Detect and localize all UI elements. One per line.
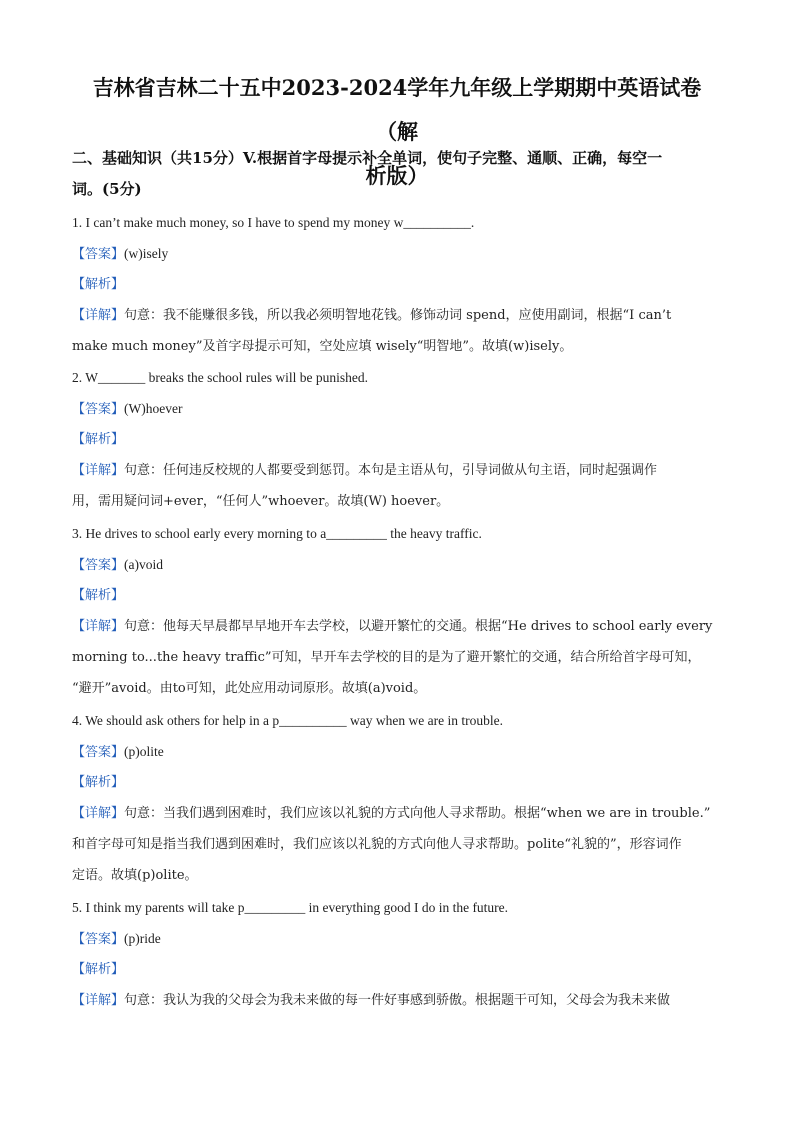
analysis-label: 【解析】 bbox=[72, 432, 125, 447]
question-block-3 bbox=[72, 518, 722, 704]
detail-label: 【详解】 bbox=[72, 993, 125, 1008]
question-block-5 bbox=[72, 892, 722, 1016]
question-text: 3. He drives to school early every morning to a_________ the heavy traffic. bbox=[72, 526, 482, 541]
question-text: 1. I can’t make much money, so I have to spend my money w__________. bbox=[72, 215, 475, 230]
detail-line: 和首字母可知是指当我们遇到困难时，我们应该以礼貌的方式向他人寻求帮助。polite“礼貌的”，形容词作 bbox=[72, 837, 682, 852]
detail-line: 【详解】句意：任何违反校规的人都要受到惩罚。本句是主语从句，引导词做从句主语，同时起强调作 bbox=[72, 463, 658, 478]
detail-line: 【详解】句意：当我们遇到困难时，我们应该以礼貌的方式向他人寻求帮助。根据“when we are in trouble.” bbox=[72, 806, 711, 821]
answer-row bbox=[72, 549, 722, 580]
answer-value: (p)olite bbox=[124, 744, 164, 759]
detail-paragraph bbox=[72, 798, 722, 891]
answer-value: (W)hoever bbox=[124, 401, 183, 416]
analysis-row bbox=[72, 424, 722, 455]
title-line-2: 析版） bbox=[365, 163, 429, 188]
analysis-label: 【解析】 bbox=[72, 775, 125, 790]
answer-label: 【答案】 bbox=[72, 558, 125, 573]
analysis-row bbox=[72, 954, 722, 985]
detail-paragraph bbox=[72, 611, 722, 704]
analysis-label: 【解析】 bbox=[72, 277, 125, 292]
detail-line: 【详解】句意：他每天早晨都早早地开车去学校，以避开繁忙的交通。根据“He drives to school early every bbox=[72, 619, 713, 634]
answer-label: 【答案】 bbox=[72, 402, 125, 417]
detail-paragraph bbox=[72, 985, 722, 1016]
question-block-1 bbox=[72, 207, 722, 362]
question-text: 2. W_______ breaks the school rules will be punished. bbox=[72, 370, 368, 385]
answer-value: (p)ride bbox=[124, 931, 161, 946]
answer-label: 【答案】 bbox=[72, 932, 125, 947]
detail-label: 【详解】 bbox=[72, 308, 125, 323]
answer-row bbox=[72, 238, 722, 269]
question-text: 5. I think my parents will take p_________ in everything good I do in the future. bbox=[72, 900, 509, 915]
question-block-4 bbox=[72, 705, 722, 891]
title-line-1: 吉林省吉林二十五中2023-2024学年九年级上学期期中英语试卷（解 bbox=[92, 75, 702, 144]
detail-label: 【详解】 bbox=[72, 806, 125, 821]
detail-paragraph bbox=[72, 455, 722, 517]
detail-line: 定语。故填(p)olite。 bbox=[72, 868, 198, 883]
answer-label: 【答案】 bbox=[72, 745, 125, 760]
detail-line: 【详解】句意：我不能赚很多钱，所以我必须明智地花钱。修饰动词 spend，应使用副词，根据“I can’t bbox=[72, 308, 672, 323]
detail-line: make much money”及首字母提示可知，空处应填 wisely“明智地”。故填(w)isely。 bbox=[72, 339, 573, 354]
answer-row bbox=[72, 393, 722, 424]
analysis-row bbox=[72, 580, 722, 611]
section-heading-line-2: 词。(5分) bbox=[72, 180, 142, 198]
answer-row bbox=[72, 736, 722, 767]
question-block-2 bbox=[72, 362, 722, 517]
detail-paragraph bbox=[72, 300, 722, 362]
detail-line: “避开”avoid。由to可知，此处应用动词原形。故填(a)void。 bbox=[72, 681, 427, 696]
answer-value: (w)isely bbox=[124, 246, 169, 261]
answer-label: 【答案】 bbox=[72, 247, 125, 262]
analysis-label: 【解析】 bbox=[72, 588, 125, 603]
detail-line: morning to...the heavy traffic”可知，早开车去学校的目的是为了避开繁忙的交通，结合所给首字母可知， bbox=[72, 650, 701, 665]
analysis-row bbox=[72, 269, 722, 300]
answer-row bbox=[72, 923, 722, 954]
detail-label: 【详解】 bbox=[72, 619, 125, 634]
detail-label: 【详解】 bbox=[72, 463, 125, 478]
analysis-row bbox=[72, 767, 722, 798]
section-heading bbox=[72, 143, 722, 205]
analysis-label: 【解析】 bbox=[72, 962, 125, 977]
detail-line: 【详解】句意：我认为我的父母会为我未来做的每一件好事感到骄傲。根据题干可知，父母会为我未来做 bbox=[72, 993, 671, 1008]
detail-line: 用，需用疑问词+ever，“任何人”whoever。故填(W) hoever。 bbox=[72, 494, 450, 509]
answer-value: (a)void bbox=[124, 557, 163, 572]
question-text: 4. We should ask others for help in a p__________ way when we are in trouble. bbox=[72, 713, 503, 728]
section-heading-line-1: 二、基础知识（共15分）V.根据首字母提示补全单词，使句子完整、通顺、正确，每空一 bbox=[72, 149, 663, 167]
